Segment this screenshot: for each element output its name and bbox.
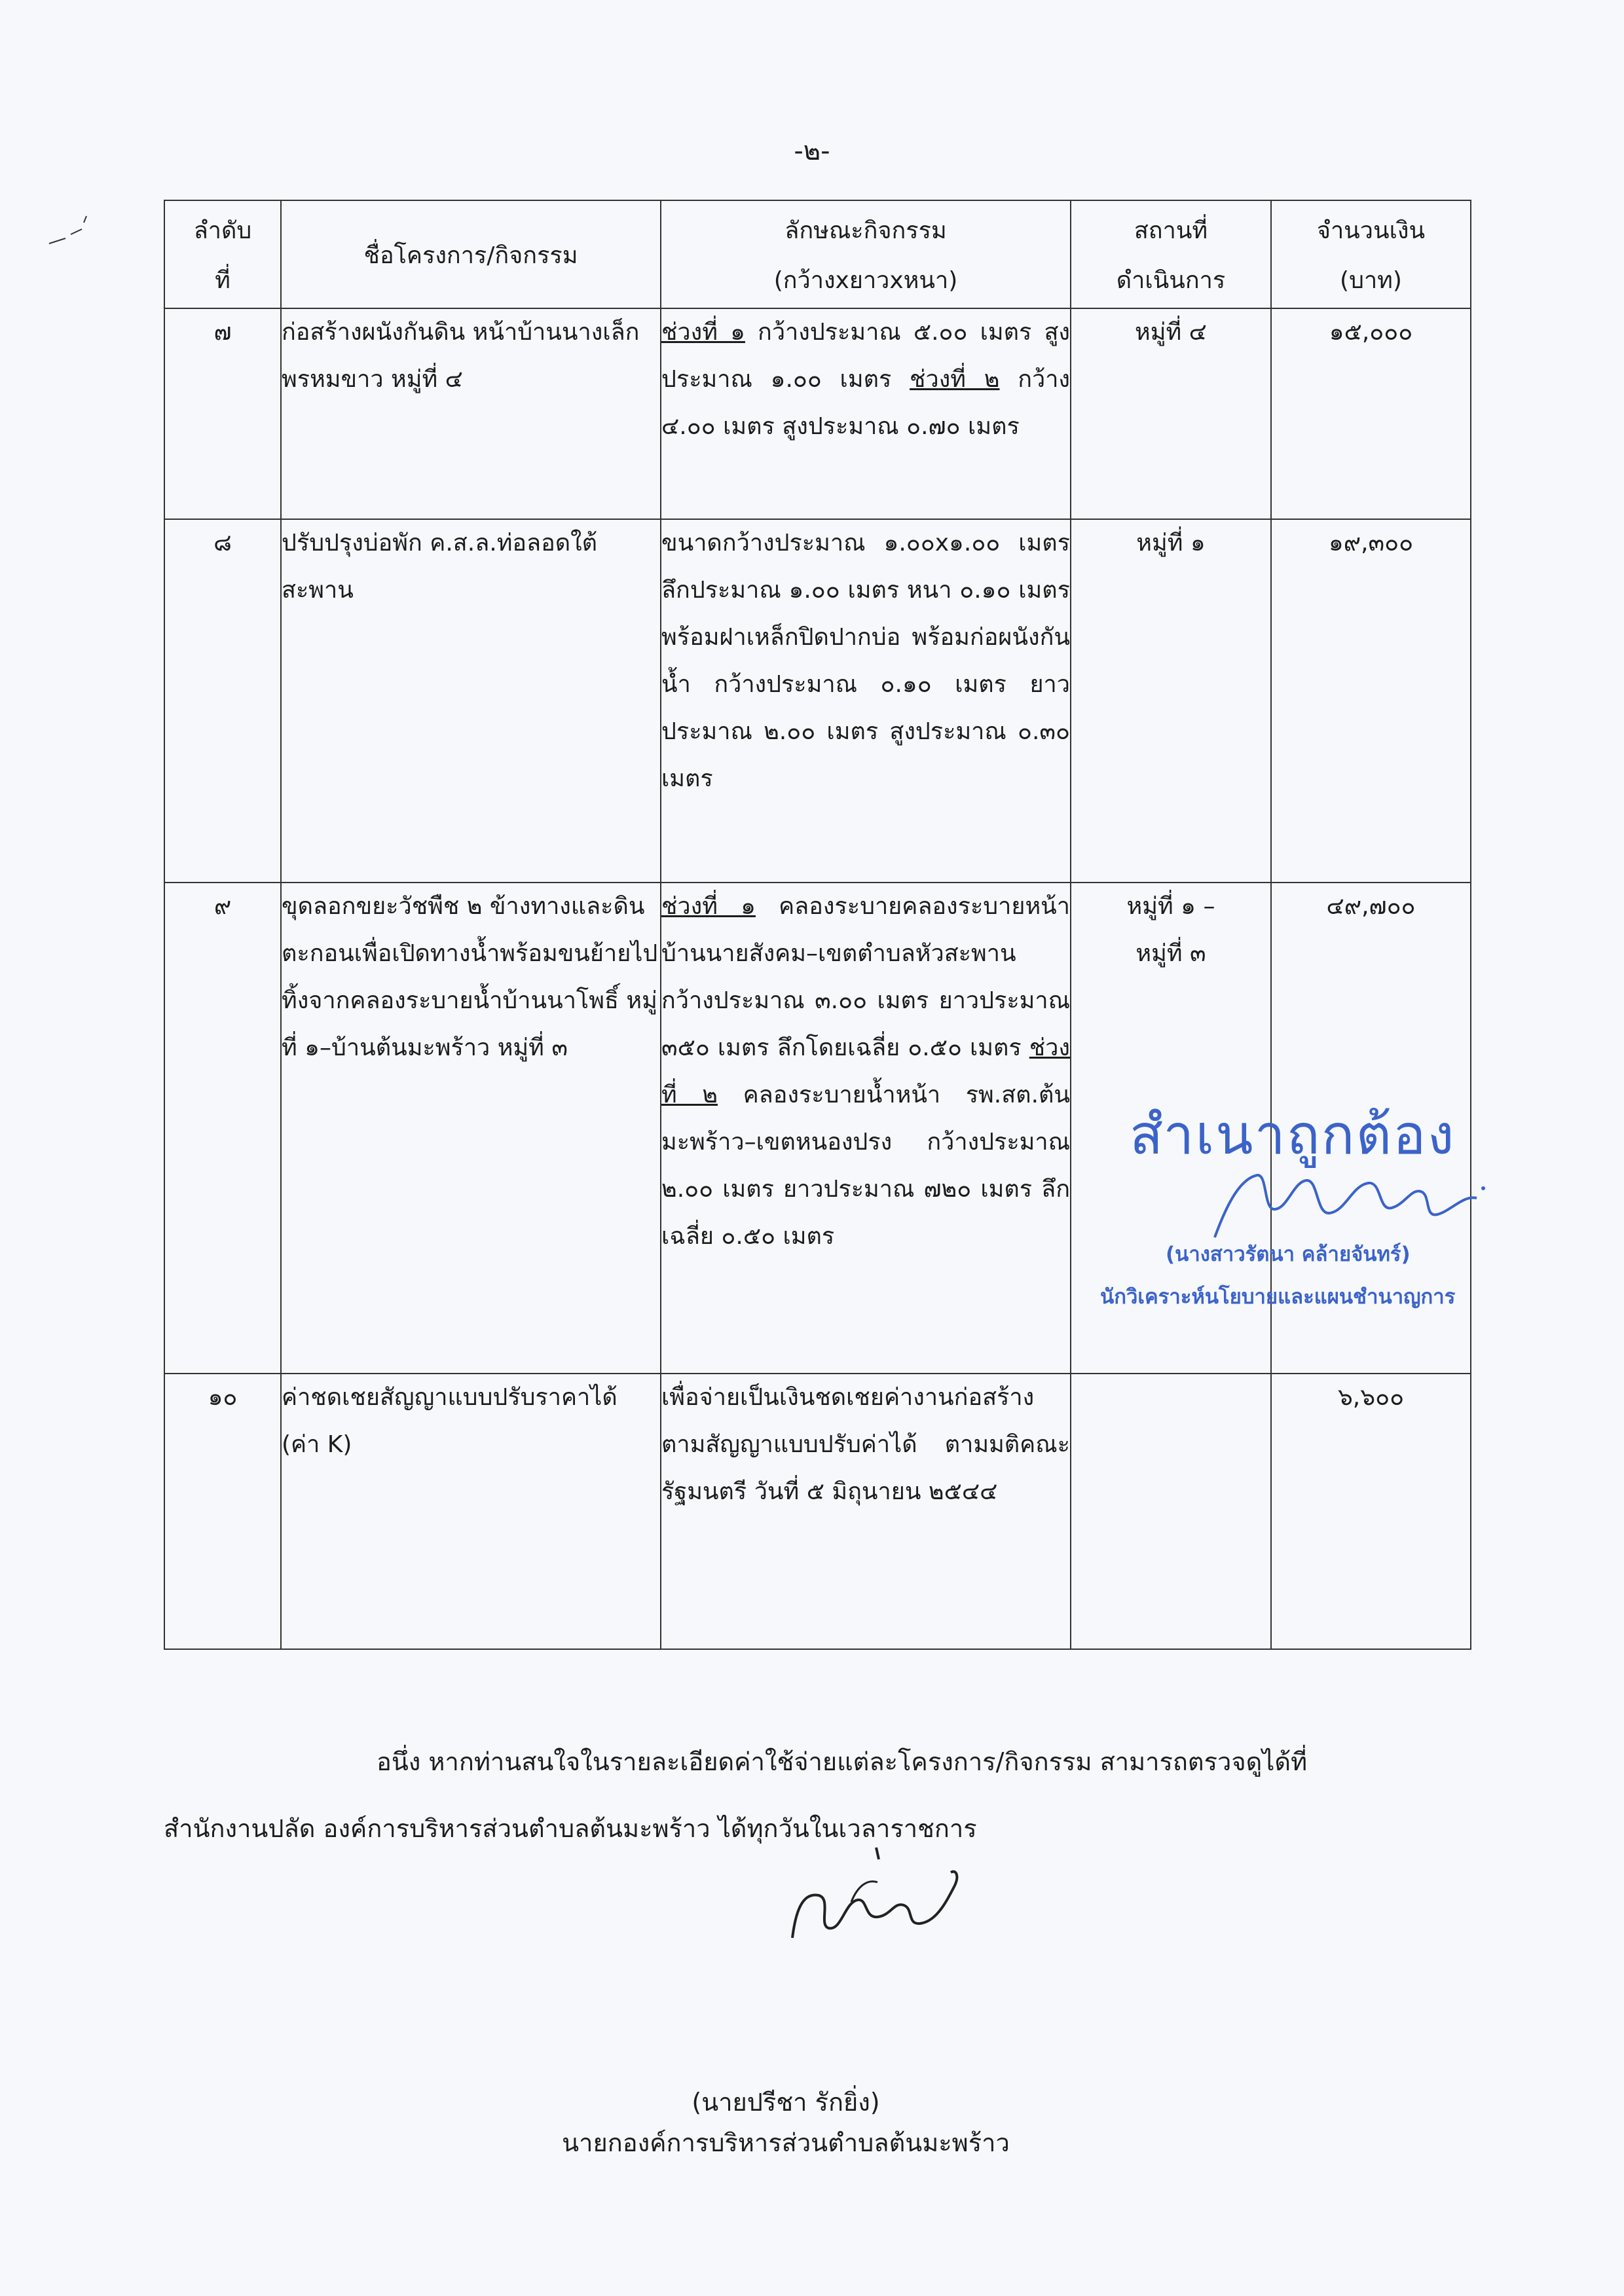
row-desc: [661, 308, 1071, 519]
row-desc: เพื่อจ่ายเป็นเงินชดเชยค่างานก่อสร้างตามสัญญาแบบปรับค่าได้ ตามมติคณะรัฐมนตรี วันที่ ๕ มิถุนายน ๒๕๔๔: [661, 1374, 1071, 1649]
stamp-name: (นางสาวรัตนา คล้ายจันทร์): [1166, 1243, 1411, 1266]
page-number: -๒-: [794, 136, 830, 166]
row-location: หมู่ที่ ๔: [1071, 308, 1271, 519]
segment-label: ช่วงที่ ๒: [910, 366, 1000, 393]
table-header-row: [164, 200, 1471, 308]
row-location: หมู่ที่ ๑ – หมู่ที่ ๓: [1071, 883, 1271, 1374]
table-row: [164, 308, 1471, 519]
segment-label: ช่วงที่ ๑: [661, 319, 745, 346]
row-amount: ๔๙,๗๐๐: [1271, 883, 1471, 1374]
row-name: ปรับปรุงบ่อพัก ค.ส.ล.ท่อลอดใต้สะพาน: [281, 519, 661, 883]
row-no: ๙: [164, 883, 281, 1374]
signatory-position: นายกองค์การบริหารส่วนตำบลต้นมะพร้าว: [562, 2128, 1010, 2157]
header-location: สถานที่ ดำเนินการ: [1071, 200, 1271, 308]
row-no: ๗: [164, 308, 281, 519]
header-no: ลำดับ ที่: [164, 200, 281, 308]
segment-text: คลองระบายน้ำหน้า รพ.สต.ต้นมะพร้าว–เขตหนองปรง กว้างประมาณ ๒.๐๐ เมตร ยาวประมาณ ๗๒๐ เมตร ลึกเฉลี่ย ๐.๕๐ เมตร: [661, 1082, 1070, 1250]
margin-mark: [46, 210, 92, 249]
header-name: ชื่อโครงการ/กิจกรรม: [281, 200, 661, 308]
segment-text: กว้าง ๔.๐๐ เมตร สูงประมาณ ๐.๗๐ เมตร: [661, 366, 1071, 440]
row-no: ๑๐: [164, 1374, 281, 1649]
row-amount: ๑๕,๐๐๐: [1271, 308, 1471, 519]
stamp-signature: [1202, 1162, 1490, 1247]
row-amount: ๑๙,๓๐๐: [1271, 519, 1471, 883]
header-desc: ลักษณะกิจกรรม (กว้างxยาวxหนา): [661, 200, 1071, 308]
row-desc: [661, 883, 1071, 1374]
header-amount: จำนวนเงิน (บาท): [1271, 200, 1471, 308]
signatory-name: (นายปรีชา รักยิ่ง): [692, 2088, 880, 2117]
note-line-2: สำนักงานปลัด องค์การบริหารส่วนตำบลต้นมะพร้าว ได้ทุกวันในเวลาราชการ: [164, 1814, 977, 1843]
row-desc: ขนาดกว้างประมาณ ๑.๐๐x๑.๐๐ เมตร ลึกประมาณ ๑.๐๐ เมตร หนา ๐.๑๐ เมตร พร้อมฝาเหล็กปิดปากบ่อ พร้อมก่อผนังกันน้ำ กว้างประมาณ ๐.๑๐ เมตร ยาวประมาณ ๒.๐๐ เมตร สูงประมาณ ๐.๓๐ เมตร: [661, 519, 1071, 883]
segment-label: ช่วงที่ ๑: [661, 893, 756, 920]
row-name: ก่อสร้างผนังกันดิน หน้าบ้านนางเล็ก พรหมขาว หมู่ที่ ๔: [281, 308, 661, 519]
table-row: [164, 519, 1471, 883]
row-no: ๘: [164, 519, 281, 883]
segment-text: กว้างประมาณ ๕.๐๐ เมตร สูงประมาณ ๑.๐๐ เมตร: [661, 319, 1070, 393]
project-table: [164, 200, 1471, 1650]
stamp-title: สำเนาถูกต้อง: [1130, 1102, 1456, 1167]
signatory-block: [458, 2082, 1113, 2163]
row-name: ค่าชดเชยสัญญาแบบปรับราคาได้ (ค่า K): [281, 1374, 661, 1649]
stamp-position: นักวิเคราะห์นโยบายและแผนชำนาญการ: [1100, 1285, 1456, 1309]
mayor-signature: [779, 1840, 976, 1951]
row-location: [1071, 1374, 1271, 1649]
segment-text: คลองระบายคลองระบายหน้าบ้านนายสังคม–เขตตำบลหัวสะพาน กว้างประมาณ ๓.๐๐ เมตร ยาวประมาณ ๓๕๐ เมตร ลึกโดยเฉลี่ย ๐.๕๐ เมตร: [661, 893, 1070, 1061]
row-name: ขุดลอกขยะวัชพืช ๒ ข้างทางและดินตะกอนเพื่อเปิดทางน้ำพร้อมขนย้ายไปทิ้งจากคลองระบายน้ำบ้านนาโพธิ์ หมู่ที่ ๑–บ้านต้นมะพร้าว หมู่ที่ ๓: [281, 883, 661, 1374]
row-location: หมู่ที่ ๑: [1071, 519, 1271, 883]
note-line-1: อนึ่ง หากท่านสนใจในรายละเอียดค่าใช้จ่ายแต่ละโครงการ/กิจกรรม สามารถตรวจดูได้ที่: [377, 1747, 1308, 1776]
table-row: [164, 1374, 1471, 1649]
segment-label: ช่วงที่ ๒: [661, 1034, 1070, 1108]
certified-copy-stamp: [1061, 1090, 1532, 1365]
row-amount: ๖,๖๐๐: [1271, 1374, 1471, 1649]
